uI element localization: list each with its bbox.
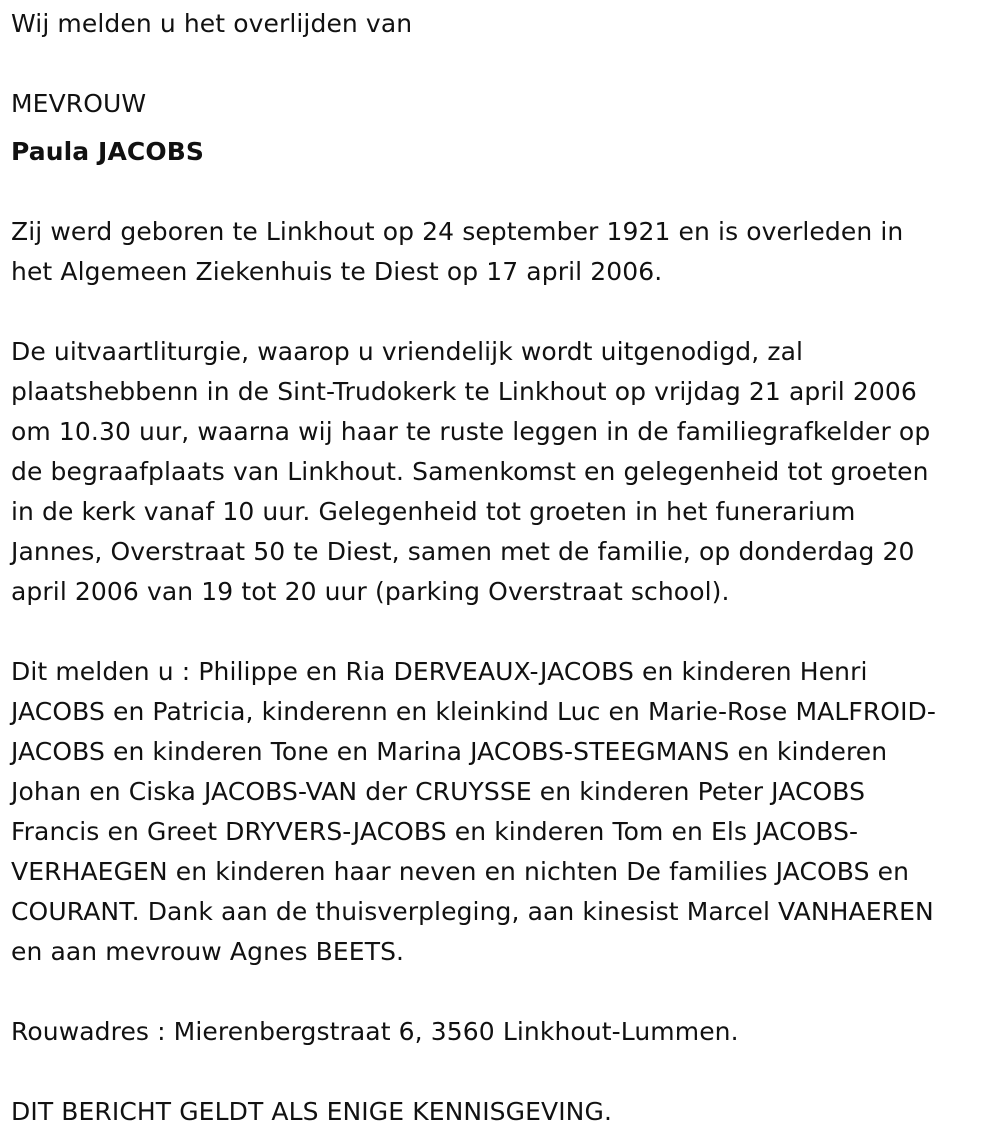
paragraph-line: de begraafplaats van Linkhout. Samenkomst en gelegenheid tot groeten [11,457,929,486]
paragraph-line: Jannes, Overstraat 50 te Diest, samen met de familie, op donderdag 20 [11,537,915,566]
salutation: MEVROUW [11,89,147,118]
paragraph-line: in de kerk vanaf 10 uur. Gelegenheid tot groeten in het funerarium [11,497,856,526]
intro-line: Wij melden u het overlijden van [11,9,413,38]
death-notice [11,4,987,1132]
paragraph-line: april 2006 van 19 tot 20 uur (parking Overstraat school). [11,577,730,606]
funeral-paragraph [11,332,987,612]
deceased-name: Paula JACOBS [11,137,204,166]
spacer [11,44,987,84]
spacer [11,612,987,652]
paragraph-line: COURANT. Dank aan de thuisverpleging, aan kinesist Marcel VANHAEREN [11,897,934,926]
paragraph-line: JACOBS en kinderen Tone en Marina JACOBS-STEEGMANS en kinderen [11,737,888,766]
birth-death-paragraph [11,212,987,292]
paragraph-line: het Algemeen Ziekenhuis te Diest op 17 april 2006. [11,257,663,286]
paragraph-line: JACOBS en Patricia, kinderenn en kleinkind Luc en Marie-Rose MALFROID- [11,697,937,726]
spacer [11,172,987,212]
closing-statement: DIT BERICHT GELDT ALS ENIGE KENNISGEVING. [11,1097,612,1126]
family-paragraph [11,652,987,972]
paragraph-line: Zij werd geboren te Linkhout op 24 september 1921 en is overleden in [11,217,904,246]
paragraph-line: VERHAEGEN en kinderen haar neven en nichten De families JACOBS en [11,857,910,886]
mourning-address: Rouwadres : Mierenbergstraat 6, 3560 Linkhout-Lummen. [11,1017,739,1046]
paragraph-line: en aan mevrouw Agnes BEETS. [11,937,405,966]
spacer [11,292,987,332]
spacer [11,972,987,1012]
spacer [11,1052,987,1092]
paragraph-line: Johan en Ciska JACOBS-VAN der CRUYSSE en kinderen Peter JACOBS [11,777,866,806]
paragraph-line: plaatshebbenn in de Sint-Trudokerk te Linkhout op vrijdag 21 april 2006 [11,377,917,406]
paragraph-line: De uitvaartliturgie, waarop u vriendelijk wordt uitgenodigd, zal [11,337,804,366]
paragraph-line: Francis en Greet DRYVERS-JACOBS en kinderen Tom en Els JACOBS- [11,817,859,846]
paragraph-line: Dit melden u : Philippe en Ria DERVEAUX-JACOBS en kinderen Henri [11,657,868,686]
paragraph-line: om 10.30 uur, waarna wij haar te ruste leggen in de familiegrafkelder op [11,417,931,446]
spacer [11,124,987,132]
